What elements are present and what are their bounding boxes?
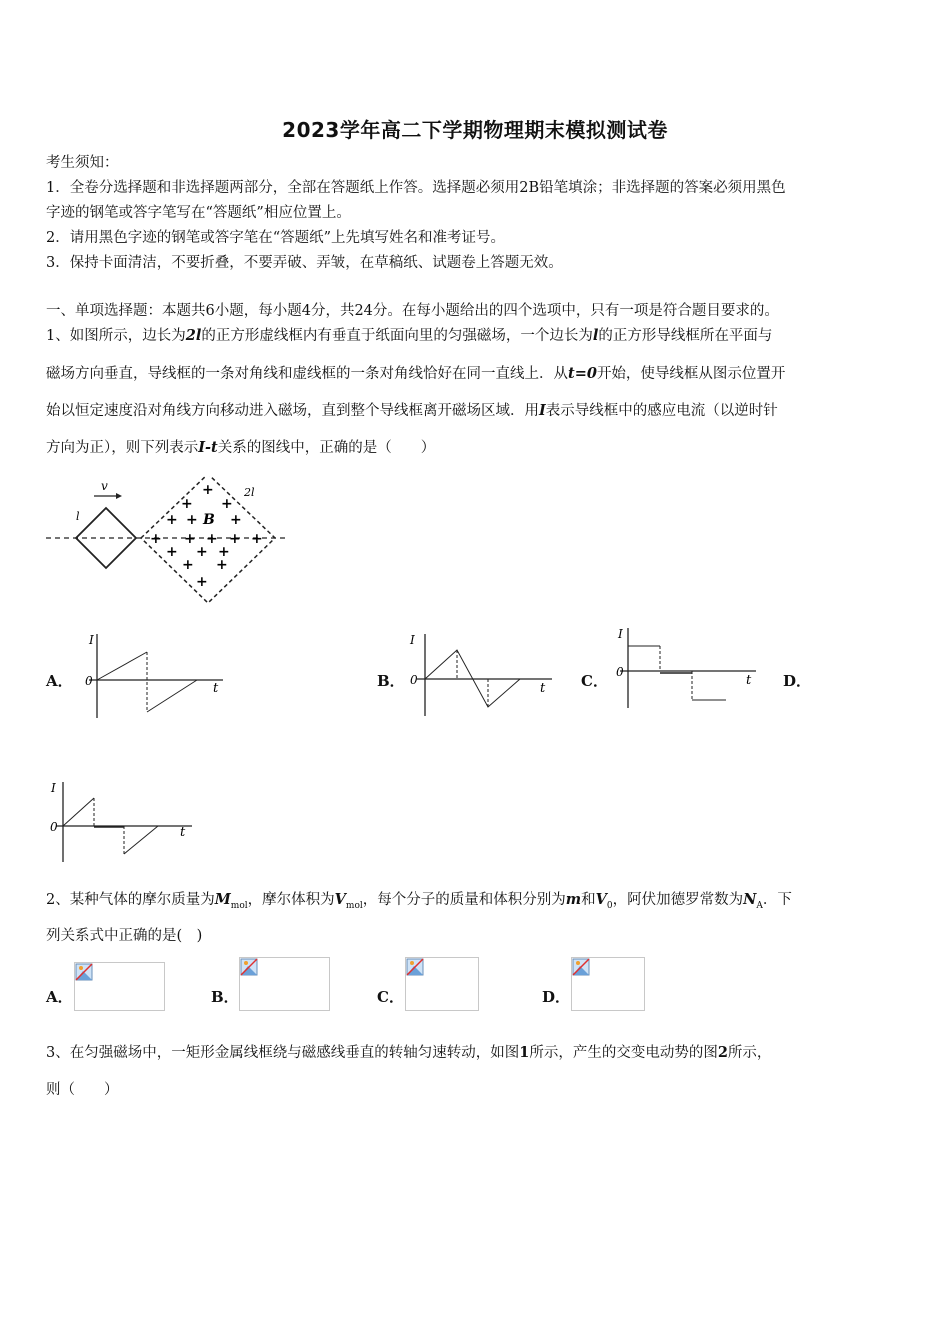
- svg-text:+: +: [206, 531, 218, 547]
- page-title: 2023学年高二下学期物理期末模拟测试卷: [282, 118, 668, 142]
- svg-text:+: +: [218, 544, 230, 560]
- q1-line: 1、如图所示，边长为2l的正方形虚线框内有垂直于纸面向里的匀强磁场，一个边长为l的正方形导线框所在平面与: [46, 327, 773, 344]
- svg-text:I: I: [89, 633, 94, 647]
- svg-text:+: +: [184, 531, 196, 547]
- q2-option-c[interactable]: C．: [377, 988, 404, 1006]
- q1-option-c[interactable]: C．: [581, 672, 608, 690]
- svg-text:+: +: [251, 531, 263, 547]
- svg-text:t: t: [180, 825, 186, 840]
- q1-figure: [46, 476, 291, 608]
- q2-option-d-image: [571, 957, 645, 1011]
- q1-line: 磁场方向垂直，导线框的一条对角线和虚线框的一条对角线恰好在同一直线上．从t=0开始，使导线框从图示位置开: [46, 365, 786, 382]
- notice-item: 2．请用黑色字迹的钢笔或答字笔在“答题纸”上先填写姓名和准考证号。: [46, 230, 506, 246]
- side-label: l: [76, 510, 80, 523]
- svg-text:+: +: [166, 544, 178, 560]
- q1-option-a[interactable]: A．: [46, 672, 73, 690]
- q1-line: 方向为正），则下列表示I-t关系的图线中，正确的是（ ）: [46, 439, 436, 456]
- broken-image-icon: [75, 963, 93, 981]
- q1-graph-c: [610, 626, 760, 710]
- svg-text:t: t: [540, 681, 546, 696]
- svg-text:+: +: [150, 531, 162, 547]
- q2-line: 2、某种气体的摩尔质量为$M_{mol}$，摩尔体积为$V_{mol}$，每个分子的质量和体积分别为m和$V_0$，阿伏加德罗常数为$N_A$．下: [46, 891, 792, 911]
- svg-text:0: 0: [410, 673, 418, 687]
- q1-line: 始以恒定速度沿对角线方向移动进入磁场，直到整个导线框离开磁场区域．用I表示导线框中的感应电流（以逆时针: [46, 402, 778, 419]
- notice-item: 字迹的钢笔或答字笔写在“答题纸”相应位置上。: [46, 205, 351, 221]
- broken-image-icon: [572, 958, 590, 976]
- field-label: B: [203, 512, 215, 528]
- q1-graph-a: [75, 632, 225, 722]
- svg-text:+: +: [181, 496, 193, 512]
- notice-heading: 考生须知：: [46, 155, 119, 171]
- svg-text:0: 0: [616, 665, 624, 679]
- svg-text:0: 0: [85, 674, 93, 688]
- broken-image-icon: [406, 958, 424, 976]
- svg-text:+: +: [221, 496, 233, 512]
- svg-text:+: +: [216, 557, 228, 573]
- q2-option-d[interactable]: D．: [542, 988, 571, 1006]
- q2-line: 列关系式中正确的是( ): [46, 928, 203, 944]
- q1-option-b[interactable]: B．: [377, 672, 405, 690]
- q3-line: 3、在匀强磁场中，一矩形金属线框绕与磁感线垂直的转轴匀速转动，如图1所示，产生的交变电动势的图2所示，: [46, 1044, 772, 1061]
- svg-text:+: +: [230, 512, 242, 528]
- q1-option-d[interactable]: D．: [783, 672, 812, 690]
- notice-item: 1．全卷分选择题和非选择题两部分，全部在答题纸上作答。选择题必须用2B铅笔填涂；非选择题的答案必须用黑色: [46, 180, 786, 196]
- svg-text:+: +: [196, 574, 208, 590]
- svg-text:+: +: [166, 512, 178, 528]
- section-heading: 一、单项选择题：本题共6小题，每小题4分，共24分。在每小题给出的四个选项中，只有一项是符合题目要求的。: [46, 303, 779, 319]
- q1-graph-b: [400, 632, 555, 722]
- svg-text:t: t: [213, 681, 219, 696]
- region-side-label: 2l: [244, 486, 255, 499]
- velocity-label: v: [101, 479, 108, 493]
- svg-text:+: +: [229, 531, 241, 547]
- q2-option-c-image: [405, 957, 479, 1011]
- svg-text:I: I: [410, 633, 415, 647]
- q2-option-b[interactable]: B．: [211, 988, 239, 1006]
- svg-text:0: 0: [50, 820, 58, 834]
- q2-option-b-image: [239, 957, 330, 1011]
- svg-text:+: +: [196, 544, 208, 560]
- svg-text:+: +: [202, 482, 214, 498]
- svg-text:t: t: [746, 673, 752, 688]
- q2-option-a-image: [74, 962, 165, 1011]
- q2-option-a[interactable]: A．: [46, 988, 73, 1006]
- broken-image-icon: [240, 958, 258, 976]
- svg-text:I: I: [618, 627, 623, 641]
- svg-text:I: I: [51, 781, 56, 795]
- svg-text:+: +: [182, 557, 194, 573]
- q1-graph-d: [46, 778, 196, 864]
- q3-line: 则（ ）: [46, 1082, 119, 1098]
- notice-item: 3．保持卡面清洁，不要折叠，不要弄破、弄皱，在草稿纸、试题卷上答题无效。: [46, 255, 563, 271]
- svg-text:+: +: [186, 512, 198, 528]
